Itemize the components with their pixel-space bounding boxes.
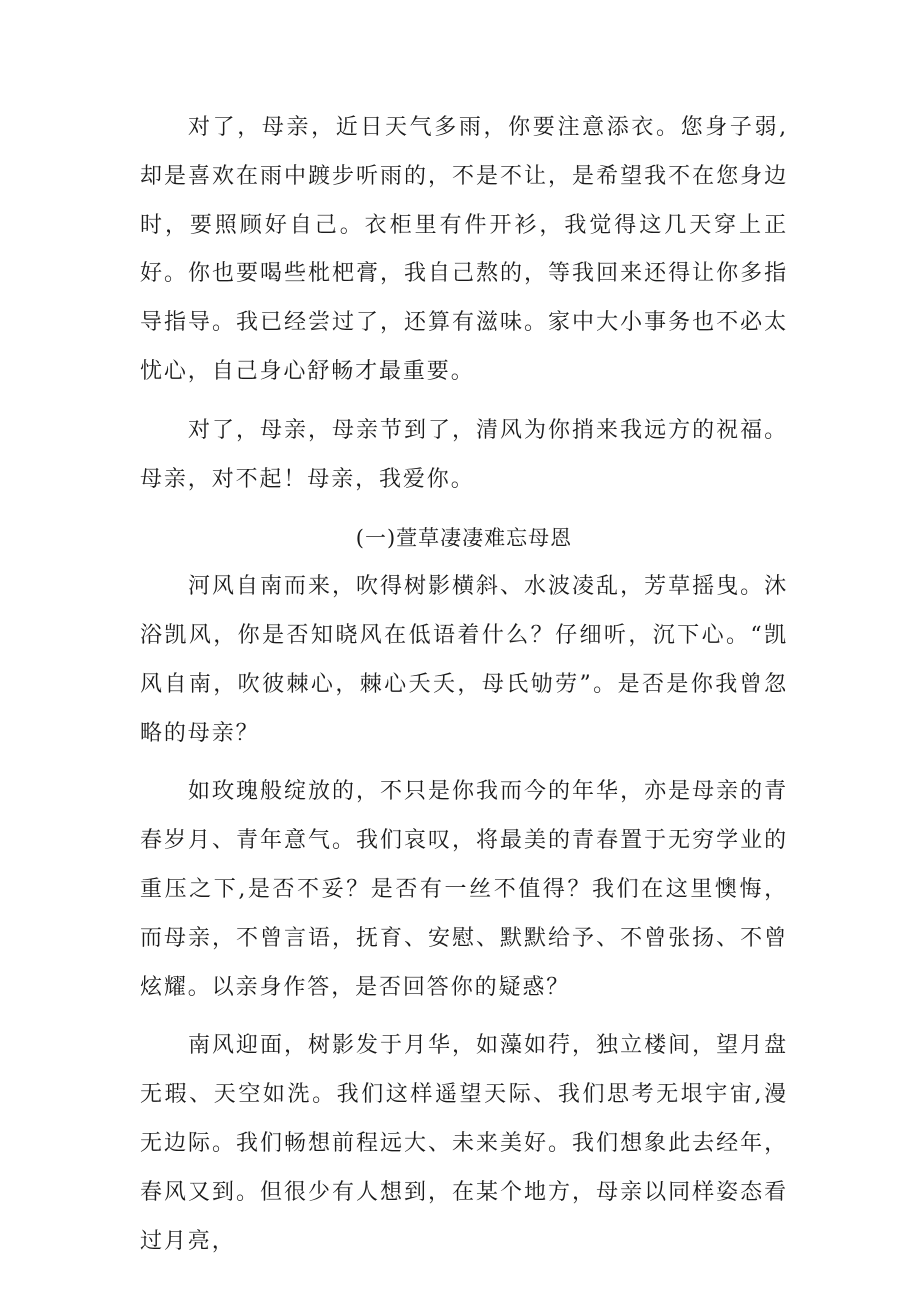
paragraph-south-wind: 河风自南而来，吹得树影横斜、水波凌乱，芳草摇曳。沐浴凯风，你是否知晓风在低语着什么？仔细听，沉下心。“凯风自南，吹彼棘心，棘心夭夭，母氏劬劳”。是否是你我曾忽略的母亲？ [140, 574, 788, 746]
paragraph-youth: 如玫瑰般绽放的，不只是你我而今的年华，亦是母亲的青春岁月、青年意气。我们哀叹，将最美的青春置于无穷学业的重压之下,是否不妥？是否有一丝不值得？我们在这里懊悔，而母亲，不曾言语，抚育、安慰、默默给予、不曾张扬、不曾炫耀。以亲身作答，是否回答你的疑惑？ [140, 779, 788, 1000]
section-heading: (一)萱草凄凄难忘母恩 [355, 526, 573, 551]
paragraph-moon: 南风迎面，树影发于月华，如藻如荇，独立楼间，望月盘无瑕、天空如洗。我们这样遥望天际、我们思考无垠宇宙,漫无边际。我们畅想前程远大、未来美好。我们想象此去经年，春风又到。但很少有人想到，在某个地方，母亲以同样姿态看过月亮， [140, 1033, 788, 1254]
document-body [140, 104, 788, 1276]
paragraph-rain-advice: 对了，母亲，近日天气多雨，你要注意添衣。您身子弱,却是喜欢在雨中踱步听雨的，不是不让，是希望我不在您身边时，要照顾好自己。衣柜里有件开衫，我觉得这几天穿上正好。你也要喝些枇杷膏，我自己熬的，等我回来还得让你多指导指导。我已经尝过了，还算有滋味。家中大小事务也不必太忧心，自己身心舒畅才最重要。 [140, 115, 788, 384]
paragraph-mothers-day: 对了，母亲，母亲节到了，清风为你捎来我远方的祝福。母亲，对不起！母亲，我爱你。 [140, 417, 788, 492]
